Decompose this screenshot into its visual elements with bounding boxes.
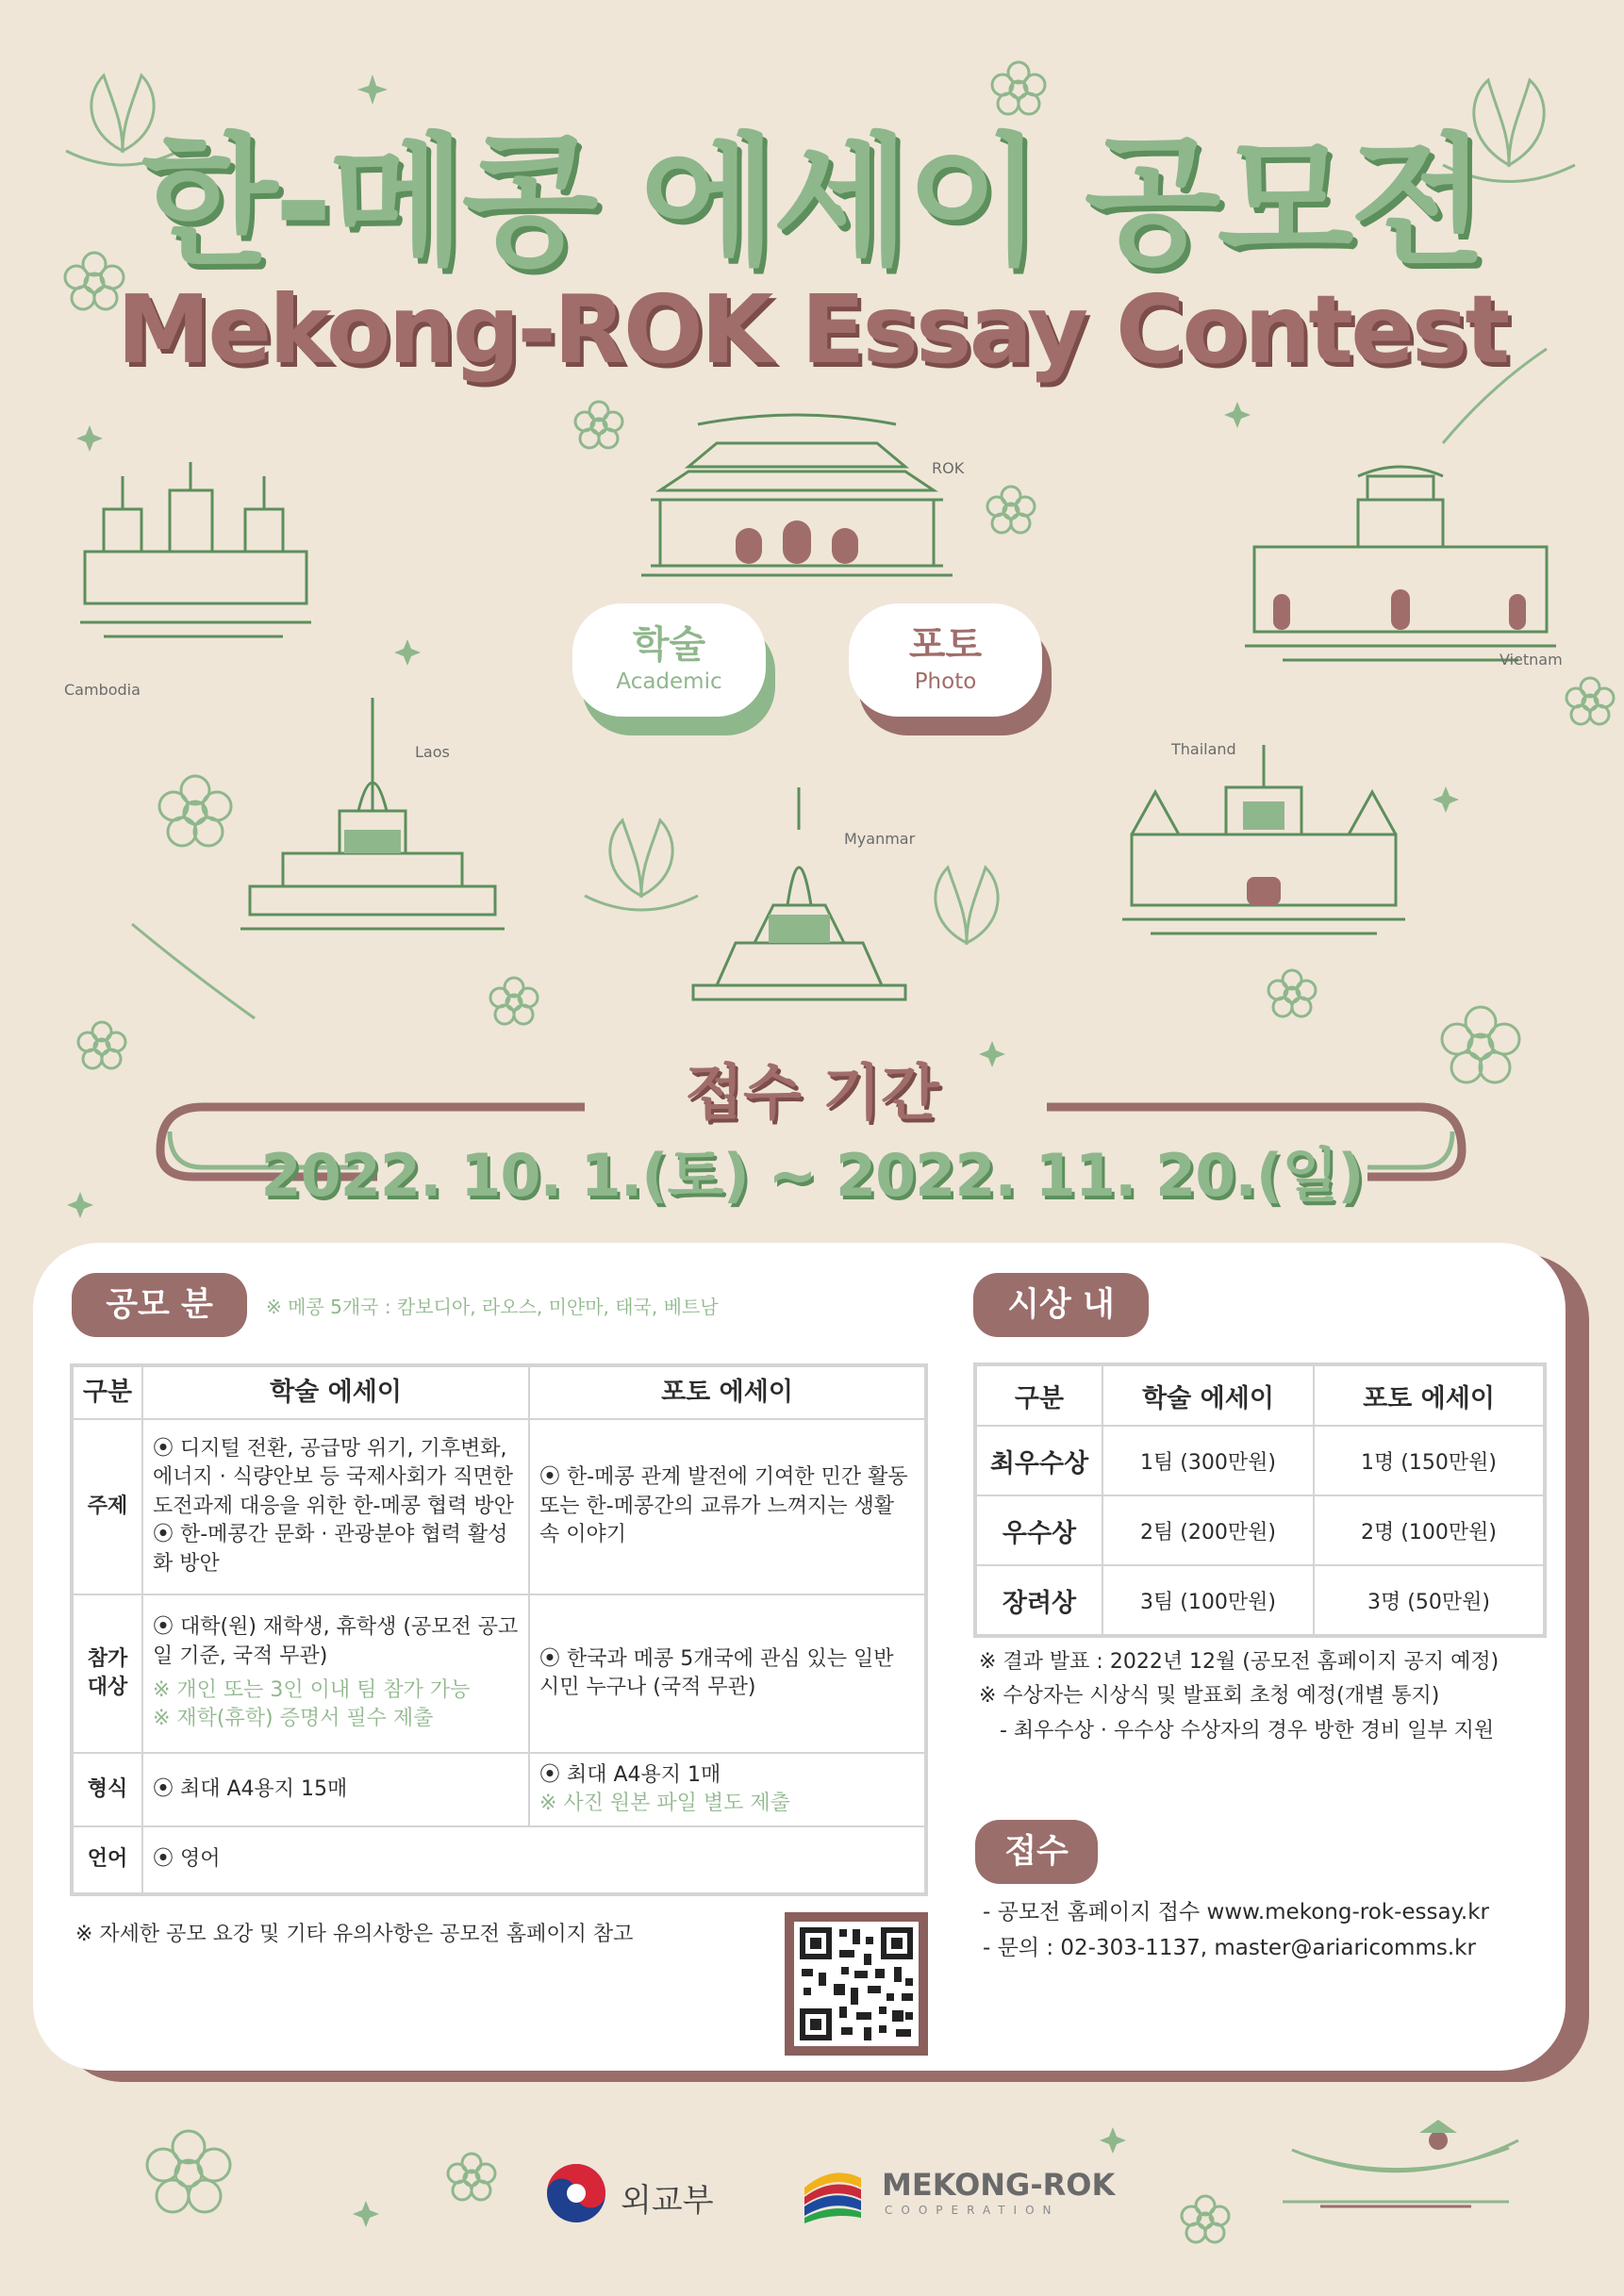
table-header: 학술 에세이 xyxy=(142,1365,529,1419)
boat-icon xyxy=(1283,2112,1528,2216)
award-academic: 2팀 (200만원) xyxy=(1102,1495,1314,1565)
category-academic xyxy=(572,603,766,717)
period-dates: 2022. 10. 1.(토) ~ 2022. 11. 20.(일) xyxy=(260,1141,1364,1210)
label-myanmar: Myanmar xyxy=(844,830,916,848)
label-rok: ROK xyxy=(932,459,965,477)
qr-code-icon[interactable] xyxy=(785,1912,928,2056)
table-row xyxy=(975,1565,1545,1636)
mofa-logo-text: 외교부 xyxy=(621,2182,714,2220)
award-photo: 1명 (150만원) xyxy=(1314,1426,1545,1495)
table-cell xyxy=(529,1753,926,1826)
award-notes xyxy=(979,1645,1499,1748)
title-english: Mekong-ROK Essay Contest xyxy=(116,274,1508,385)
row-label-line: 참가 xyxy=(87,1646,128,1671)
field-footnote: ※ 자세한 공모 요강 및 기타 유의사항은 공모전 홈페이지 참고 xyxy=(75,1923,634,1946)
table-header-row xyxy=(975,1364,1545,1426)
submit-contact[interactable]: - 문의 : 02-303-1137, master@ariaricomms.kr xyxy=(983,1935,1476,1960)
award-photo: 2명 (100만원) xyxy=(1314,1495,1545,1565)
language-value: ⦿ 영어 xyxy=(142,1826,926,1894)
category-academic-en: Academic xyxy=(616,669,722,694)
row-label xyxy=(72,1594,142,1753)
award-note: ※ 수상자는 시상식 및 발표회 초청 예정(개별 통지) xyxy=(979,1684,1440,1709)
table-row xyxy=(975,1495,1545,1565)
label-vietnam: Vietnam xyxy=(1500,651,1563,669)
award-note: ※ 결과 발표 : 2022년 12월 (공모전 홈페이지 공지 예정) xyxy=(979,1650,1500,1674)
table-cell xyxy=(142,1419,529,1594)
award-table xyxy=(973,1363,1547,1638)
field-section-tag: 공모 분야 xyxy=(72,1273,247,1337)
topic-academic-2: ⦿ 한-메콩간 문화 · 관광분야 협력 활성화 방안 xyxy=(153,1523,508,1576)
row-label: 주제 xyxy=(72,1419,142,1594)
format-academic: ⦿ 최대 A4용지 15매 xyxy=(142,1753,529,1826)
table-header-row xyxy=(72,1365,926,1419)
award-label: 우수상 xyxy=(975,1495,1102,1565)
table-row xyxy=(975,1426,1545,1495)
label-cambodia: Cambodia xyxy=(64,681,141,699)
flower-icon xyxy=(1182,2196,1229,2242)
row-label-line: 대상 xyxy=(87,1676,128,1699)
row-label: 형식 xyxy=(72,1753,142,1826)
award-photo: 3명 (50만원) xyxy=(1314,1565,1545,1636)
table-row-target xyxy=(72,1594,926,1753)
category-photo-en: Photo xyxy=(914,669,977,694)
mekong-logo-sub: COOPERATION xyxy=(885,2204,1060,2217)
that-luang-icon xyxy=(240,698,505,929)
target-academic-note: ※ 개인 또는 3인 이내 팀 참가 가능 xyxy=(153,1678,471,1702)
target-photo: ⦿ 한국과 메콩 5개국에 관심 있는 일반 시민 누구나 (국적 무관) xyxy=(529,1594,926,1753)
award-academic: 3팀 (100만원) xyxy=(1102,1565,1314,1636)
category-photo xyxy=(849,603,1042,717)
table-header: 포토 에세이 xyxy=(1314,1364,1545,1426)
table-row-language xyxy=(72,1826,926,1894)
table-header: 구분 xyxy=(72,1365,142,1419)
table-row-format xyxy=(72,1753,926,1826)
field-table xyxy=(70,1363,928,1896)
format-photo-note: ※ 사진 원본 파일 별도 제출 xyxy=(539,1792,790,1815)
target-academic-note: ※ 재학(휴학) 증명서 필수 제출 xyxy=(153,1707,434,1731)
title-korean: 한-메콩 에세이 공모전 xyxy=(141,121,1483,285)
shwedagon-pagoda-icon xyxy=(693,787,905,999)
submit-homepage[interactable]: - 공모전 홈페이지 접수 www.mekong-rok-essay.kr xyxy=(983,1900,1490,1924)
period-title: 접수 기간 xyxy=(685,1059,939,1129)
topic-photo: ⦿ 한-메콩 관계 발전에 기여한 민간 활동 또는 한-메콩간의 교류가 느껴지는 생활 속 이야기 xyxy=(529,1419,926,1594)
target-academic: ⦿ 대학(원) 재학생, 휴학생 (공모전 공고일 기준, 국적 무관) xyxy=(153,1615,519,1668)
topic-academic-1: ⦿ 디지털 전환, 공급망 위기, 기후변화, 에너지 · 식량안보 등 국제사회가 직면한 도전과제 대응을 위한 한-메콩 협력 방안 xyxy=(153,1437,514,1518)
table-cell xyxy=(142,1594,529,1753)
mekong-logo-text: MEKONG-ROK xyxy=(882,2167,1116,2203)
mekong-rok-logo-icon xyxy=(800,2159,866,2225)
submit-section-tag: 접수 xyxy=(975,1820,1098,1884)
sparkle-icon xyxy=(1100,2127,1126,2154)
label-thailand: Thailand xyxy=(1171,740,1236,758)
award-section-tag: 시상 내역 xyxy=(973,1273,1149,1337)
submit-lines xyxy=(983,1895,1489,1967)
format-photo: ⦿ 최대 A4용지 1매 xyxy=(539,1762,721,1787)
flower-icon xyxy=(147,2131,230,2212)
sparkle-icon xyxy=(353,2201,379,2227)
award-academic: 1팀 (300만원) xyxy=(1102,1426,1314,1495)
table-header: 학술 에세이 xyxy=(1102,1364,1314,1426)
table-header: 포토 에세이 xyxy=(529,1365,926,1419)
category-photo-ko: 포토 xyxy=(908,623,983,667)
mofa-emblem-icon xyxy=(545,2162,607,2224)
angkor-wat-icon xyxy=(80,462,311,636)
row-label: 언어 xyxy=(72,1826,142,1894)
vietnam-citadel-icon xyxy=(1245,467,1556,660)
award-note: - 최우수상 · 우수상 수상자의 경우 방한 경비 일부 지원 xyxy=(1000,1718,1495,1743)
table-row-topic xyxy=(72,1419,926,1594)
landmark-illustrations xyxy=(0,0,1624,1037)
award-label: 최우수상 xyxy=(975,1426,1102,1495)
label-laos: Laos xyxy=(415,743,450,761)
flower-icon xyxy=(448,2154,495,2200)
table-header: 구분 xyxy=(975,1364,1102,1426)
category-academic-ko: 학술 xyxy=(632,623,706,667)
award-label: 장려상 xyxy=(975,1565,1102,1636)
field-section-note: ※ 메콩 5개국 : 캄보디아, 라오스, 미얀마, 태국, 베트남 xyxy=(266,1296,719,1318)
